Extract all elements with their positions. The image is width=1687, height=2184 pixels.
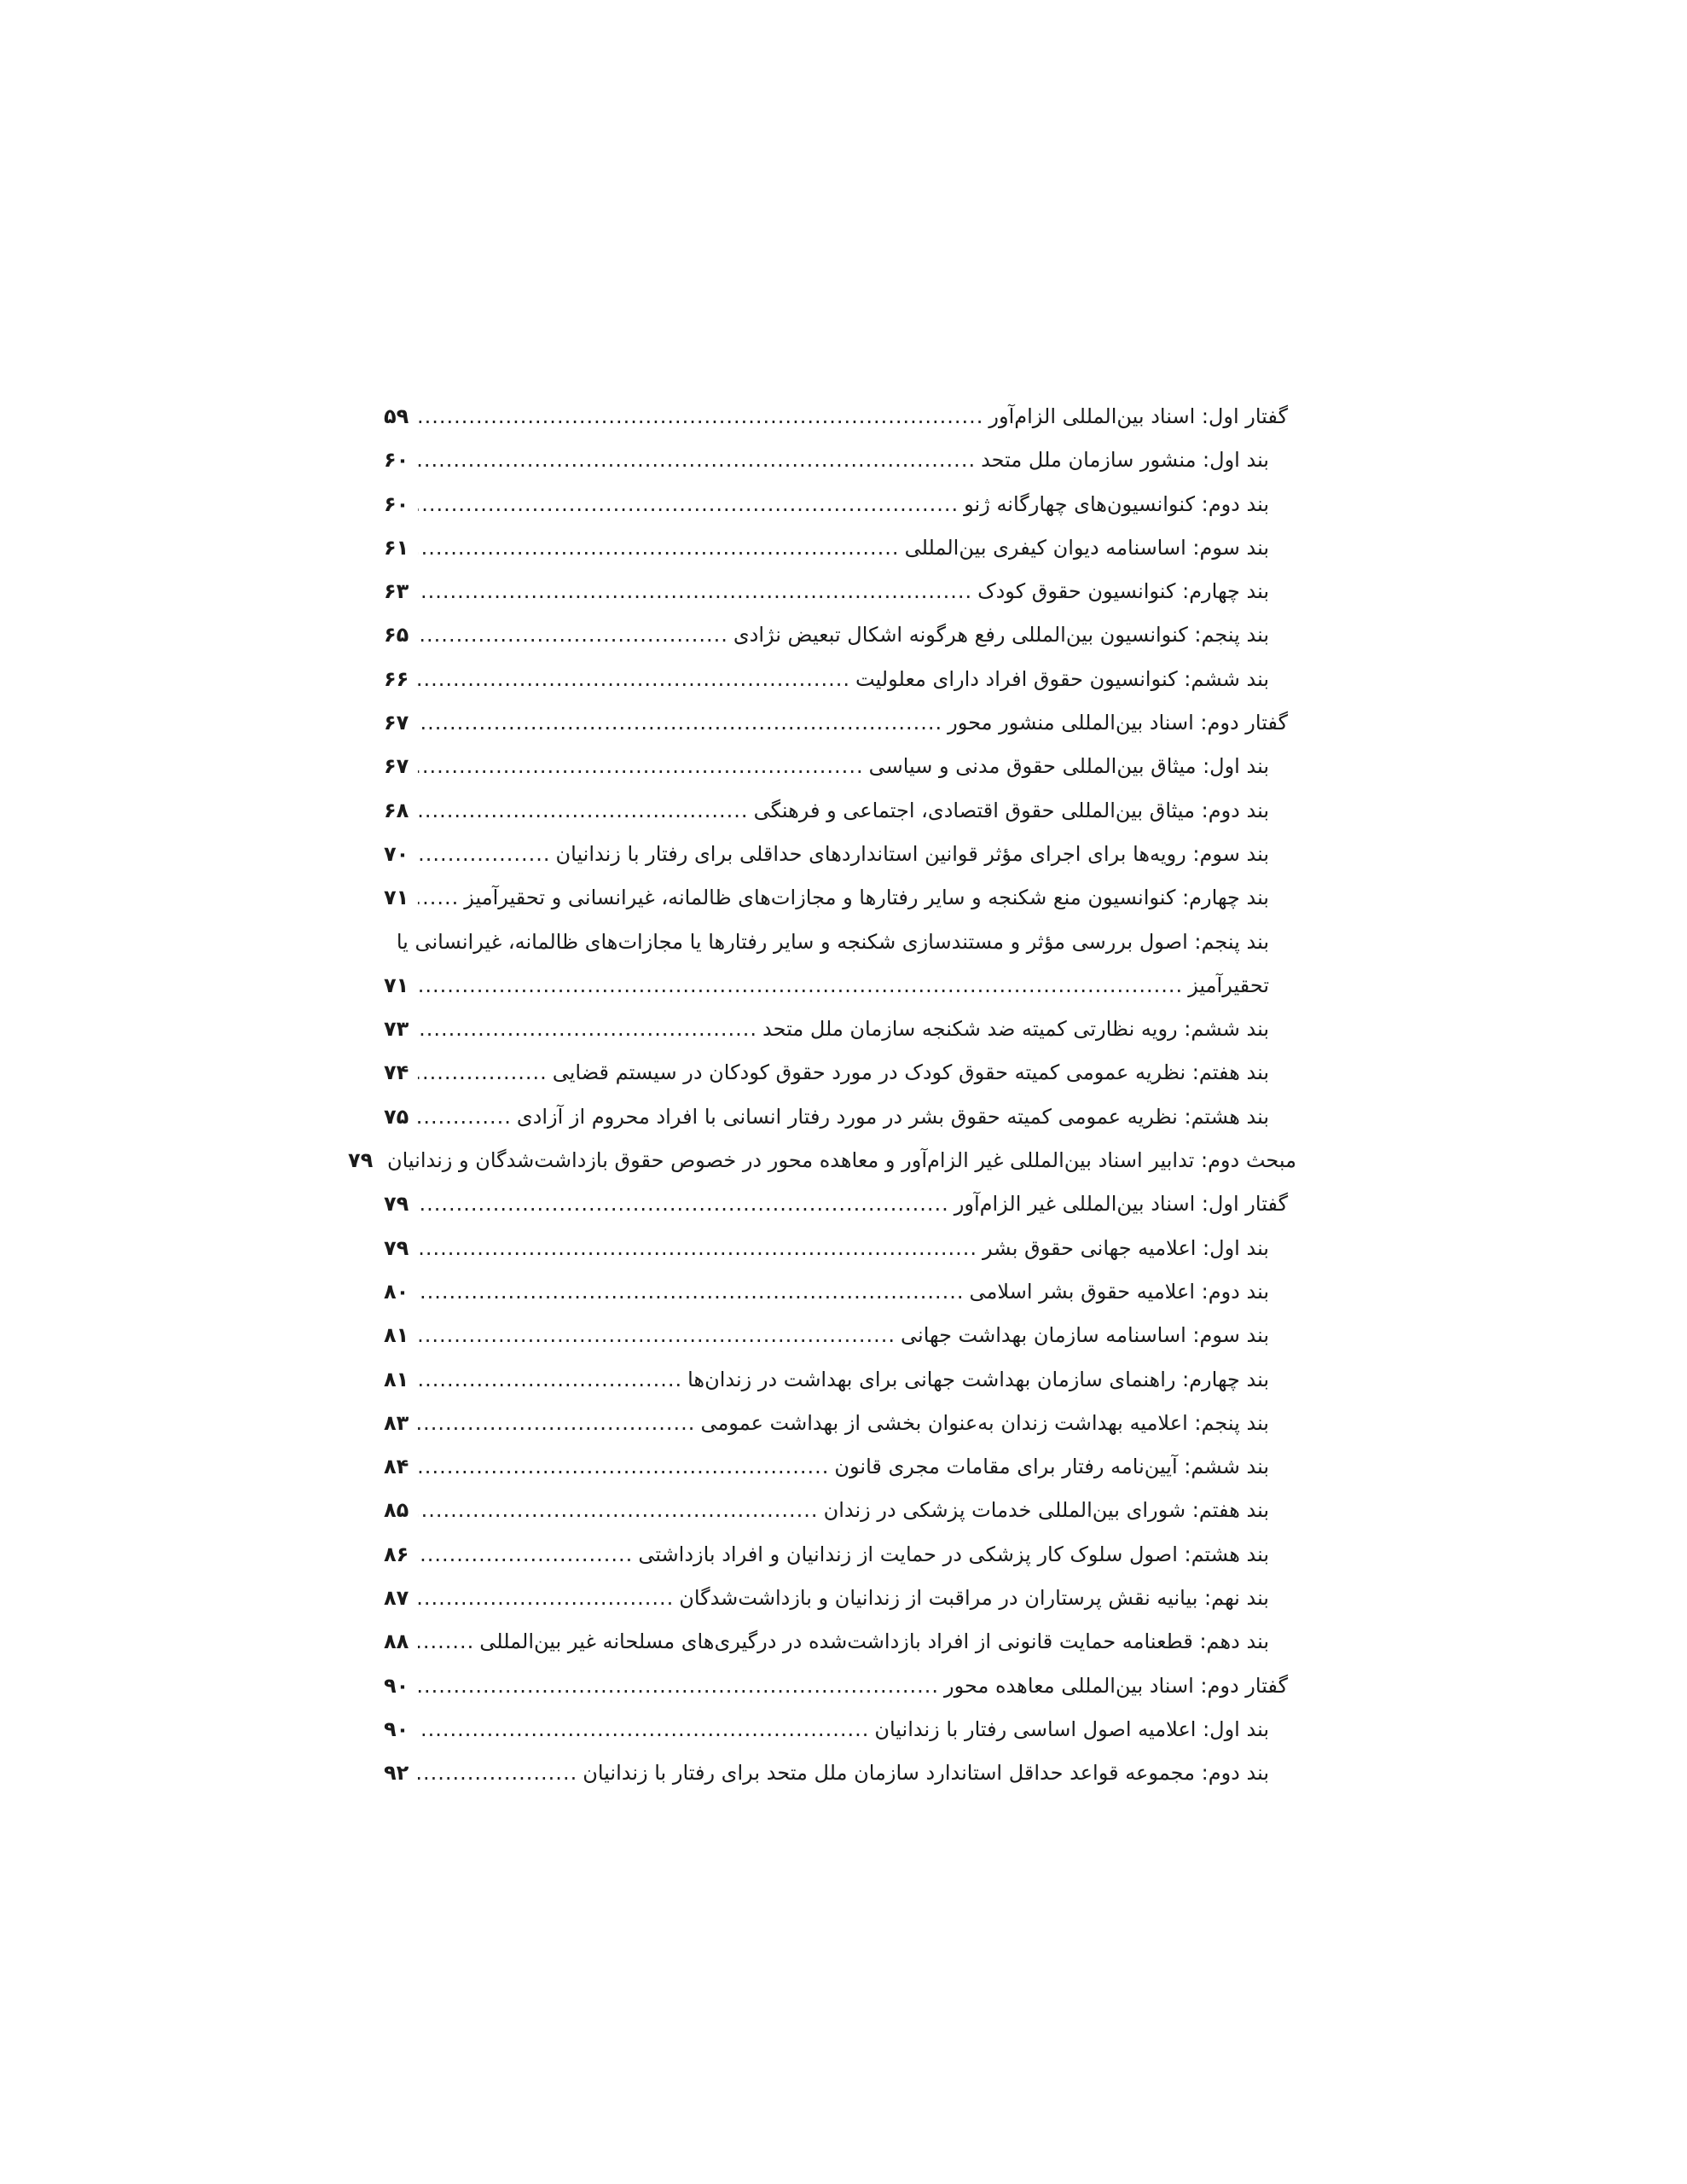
toc-entry-page: ۸۰	[384, 1279, 409, 1304]
dot-leader	[418, 1533, 633, 1577]
toc-entry-page: ۵۹	[384, 404, 409, 428]
toc-entry	[384, 1095, 1296, 1139]
toc-entry-page: ۷۵	[384, 1104, 409, 1129]
toc-entry-page: ۸۶	[384, 1542, 409, 1566]
dot-leader	[418, 395, 983, 439]
toc-entry-page: ۷۴	[384, 1060, 409, 1085]
toc-entry-title: گفتار دوم: اسناد بین‌المللی معاهده محور	[944, 1673, 1288, 1698]
toc-entry-title: گفتار اول: اسناد بین‌المللی غیر الزام‌آور	[954, 1192, 1288, 1217]
toc-entry	[384, 613, 1296, 657]
toc-entry-page: ۶۷	[384, 754, 409, 779]
toc-entry	[384, 789, 1296, 833]
dot-leader	[418, 1095, 512, 1139]
toc-entry	[347, 1139, 1296, 1182]
toc-entry-title: بند هشتم: اصول سلوک کار پزشکی در حمایت از زندانیان و افراد بازداشتی	[638, 1542, 1269, 1566]
dot-leader	[418, 1708, 869, 1751]
toc-entry-page: ۸۴	[384, 1455, 409, 1479]
toc-entry-page: ۸۱	[384, 1323, 409, 1348]
toc-entry-page: ۷۱	[384, 886, 409, 910]
toc-entry	[384, 1402, 1296, 1445]
dot-leader	[418, 1751, 577, 1795]
toc-entry	[384, 1577, 1296, 1620]
toc-entry-title: بند دوم: میثاق بین‌المللی حقوق اقتصادی، اجتماعی و فرهنگی	[753, 798, 1269, 822]
toc-entry-title: بند پنجم: اصول بررسی مؤثر و مستندسازی شکنجه و سایر رفتارها یا مجازات‌های ظالمانه، غیرانسانی یا	[396, 929, 1269, 954]
toc-entry	[384, 1620, 1296, 1664]
dot-leader	[418, 1402, 695, 1445]
toc-entry-page: ۶۶	[384, 666, 409, 691]
toc-entry	[384, 701, 1296, 745]
dot-leader	[418, 483, 959, 526]
toc-entry-page: ۷۹	[384, 1192, 409, 1217]
toc-entry-page: ۶۸	[384, 798, 409, 822]
toc-entry-title: بند سوم: اساسنامه دیوان کیفری بین‌المللی	[904, 535, 1269, 560]
dot-leader	[418, 613, 728, 657]
dot-leader	[418, 1445, 829, 1489]
dot-leader	[418, 1314, 896, 1357]
dot-leader	[418, 570, 972, 613]
dot-leader	[418, 1051, 548, 1095]
toc-entry-page: ۶۷	[384, 711, 409, 735]
toc-entry-title: بند چهارم: کنوانسیون حقوق کودک	[977, 579, 1269, 604]
dot-leader	[418, 876, 459, 920]
dot-leader	[418, 658, 850, 701]
toc-entry-page: ۷۳	[384, 1017, 409, 1042]
toc-entry-title: بند پنجم: کنوانسیون بین‌المللی رفع هرگونه اشکال تبعیض نژادی	[733, 623, 1269, 648]
toc-entry	[384, 570, 1296, 613]
dot-leader	[418, 1008, 757, 1051]
toc-entry-page: ۷۱	[384, 973, 409, 997]
toc-entry-title: بند اول: میثاق بین‌المللی حقوق مدنی و سیاسی	[868, 754, 1269, 779]
dot-leader	[418, 1227, 977, 1270]
toc-entry-page: ۹۰	[384, 1673, 409, 1698]
toc-entry-page: ۸۳	[384, 1410, 409, 1435]
toc-entry-title: بند هفتم: نظریه عمومی کمیته حقوق کودک در مورد حقوق کودکان در سیستم قضایی	[552, 1060, 1269, 1085]
toc-entry-title: گفتار دوم: اسناد بین‌المللی منشور محور	[948, 711, 1288, 735]
dot-leader	[418, 1182, 949, 1226]
toc-entry	[384, 1708, 1296, 1751]
toc-entry-page: ۸۱	[384, 1367, 409, 1391]
toc-entry-page: ۸۷	[384, 1586, 409, 1611]
toc-entry-title: بند سوم: رویه‌ها برای اجرای مؤثر قوانین استانداردهای حداقلی برای رفتار با زندانیان	[555, 841, 1269, 866]
toc-entry-page: ۸۵	[384, 1498, 409, 1523]
toc-entry	[384, 1270, 1296, 1314]
dot-leader	[418, 964, 1183, 1008]
toc-entry-page: ۶۱	[384, 535, 409, 560]
table-of-contents	[347, 395, 1296, 1796]
toc-entry	[384, 833, 1296, 876]
toc-entry	[384, 1358, 1296, 1402]
toc-entry-page: ۶۵	[384, 623, 409, 648]
toc-entry	[384, 921, 1296, 964]
toc-entry-title: بند هشتم: نظریه عمومی کمیته حقوق بشر در مورد رفتار انسانی با افراد محروم از آزادی	[516, 1104, 1269, 1129]
toc-entry	[384, 1008, 1296, 1051]
dot-leader	[418, 1664, 939, 1708]
toc-entry	[384, 526, 1296, 570]
toc-entry	[384, 964, 1296, 1008]
toc-entry-page: ۹۲	[384, 1761, 409, 1786]
dot-leader	[418, 789, 749, 833]
toc-entry-title: بند پنجم: اعلامیه بهداشت زندان به‌عنوان بخشی از بهداشت عمومی	[700, 1410, 1269, 1435]
dot-leader	[418, 745, 864, 788]
toc-entry-page: ۷۹	[347, 1148, 374, 1173]
toc-entry-title: بند سوم: اساسنامه سازمان بهداشت جهانی	[901, 1323, 1269, 1348]
toc-entry	[384, 876, 1296, 920]
toc-entry-title: بند اول: اعلامیه جهانی حقوق بشر	[983, 1235, 1269, 1260]
toc-entry-title: گفتار اول: اسناد بین‌المللی الزام‌آور	[988, 404, 1288, 428]
toc-entry-page: ۶۳	[384, 579, 409, 604]
toc-entry	[384, 1182, 1296, 1226]
toc-entry	[384, 1664, 1296, 1708]
toc-entry-title: بند دوم: اعلامیه حقوق بشر اسلامی	[969, 1279, 1269, 1304]
dot-leader	[418, 1620, 474, 1664]
toc-entry-page: ۷۰	[384, 841, 409, 866]
dot-leader	[418, 439, 976, 482]
toc-entry-page: ۸۸	[384, 1629, 409, 1654]
toc-entry-title: تحقیرآمیز	[1188, 973, 1269, 997]
toc-entry-page: ۶۰	[384, 491, 409, 516]
toc-entry-title: بند چهارم: راهنمای سازمان بهداشت جهانی برای بهداشت در زندان‌ها	[687, 1367, 1269, 1391]
dot-leader	[418, 701, 942, 745]
toc-entry-title: بند دهم: قطعنامه حمایت قانونی از افراد بازداشت‌شده در درگیری‌های مسلحانه غیر بین‌المللی	[479, 1629, 1269, 1654]
toc-entry	[384, 395, 1296, 439]
toc-entry-title: بند چهارم: کنوانسیون منع شکنجه و سایر رفتارها و مجازات‌های ظالمانه، غیرانسانی و تحقیرآمیز	[464, 886, 1269, 910]
toc-entry-title: بند دوم: کنوانسیون‌های چهارگانه ژنو	[964, 491, 1269, 516]
toc-entry	[384, 745, 1296, 788]
dot-leader	[418, 1270, 965, 1314]
toc-entry-title: بند اول: اعلامیه اصول اساسی رفتار با زندانیان	[874, 1716, 1269, 1741]
toc-entry	[384, 483, 1296, 526]
toc-entry-title: مبحث دوم: تدابیر اسناد بین‌المللی غیر الزام‌آور و معاهده محور در خصوص حقوق بازداشت‌شدگان و زندانیان	[386, 1148, 1296, 1173]
dot-leader	[418, 1489, 819, 1532]
toc-entry	[384, 1751, 1296, 1795]
toc-entry-title: بند هفتم: شورای بین‌المللی خدمات پزشکی در زندان	[823, 1498, 1269, 1523]
toc-entry-title: بند نهم: بیانیه نقش پرستاران در مراقبت از زندانیان و بازداشت‌شدگان	[679, 1586, 1269, 1611]
toc-entry-title: بند دوم: مجموعه قواعد حداقل استاندارد سازمان ملل متحد برای رفتار با زندانیان	[583, 1761, 1269, 1786]
toc-entry-title: بند ششم: کنوانسیون حقوق افراد دارای معلولیت	[855, 666, 1269, 691]
toc-entry	[384, 658, 1296, 701]
toc-entry	[384, 1051, 1296, 1095]
toc-entry	[384, 1489, 1296, 1532]
toc-entry-page: ۹۰	[384, 1716, 409, 1741]
toc-entry-title: بند ششم: آیین‌نامه رفتار برای مقامات مجری قانون	[834, 1455, 1269, 1479]
dot-leader	[418, 833, 551, 876]
dot-leader	[418, 526, 900, 570]
dot-leader	[418, 1577, 674, 1620]
toc-entry	[384, 1533, 1296, 1577]
toc-entry	[384, 1314, 1296, 1357]
dot-leader	[418, 1358, 682, 1402]
toc-entry-title: بند ششم: رویه نظارتی کمیته ضد شکنجه سازمان ملل متحد	[762, 1017, 1269, 1042]
toc-entry	[384, 439, 1296, 482]
toc-entry	[384, 1227, 1296, 1270]
toc-entry	[384, 1445, 1296, 1489]
toc-entry-title: بند اول: منشور سازمان ملل متحد	[981, 448, 1269, 473]
toc-entry-page: ۷۹	[384, 1235, 409, 1260]
toc-entry-page: ۶۰	[384, 448, 409, 473]
